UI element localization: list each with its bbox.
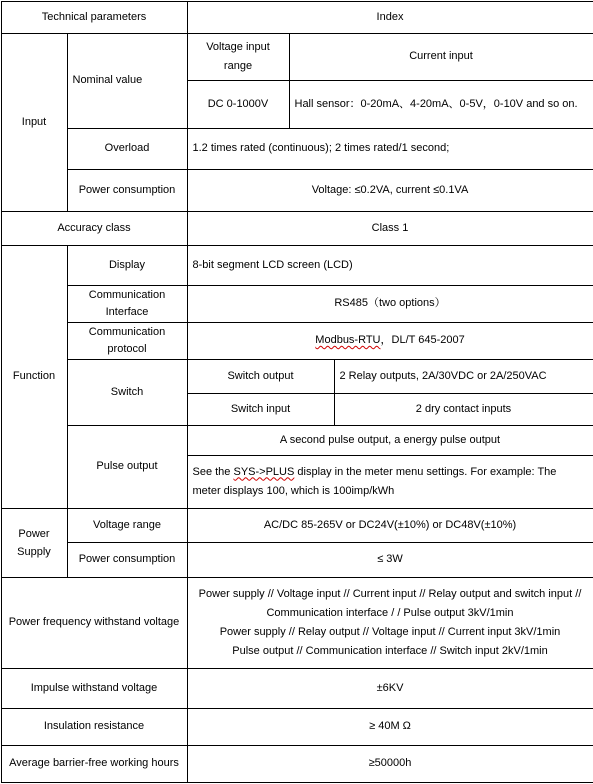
impulse-label: Impulse withstand voltage [1, 668, 187, 708]
switch-output-value: 2 Relay outputs, 2A/30VDC or 2A/250VAC [334, 359, 593, 393]
nominal-value-label: Nominal value [67, 33, 187, 128]
switch-label: Switch [67, 359, 187, 425]
display-label: Display [67, 245, 187, 285]
pulse-output-label: Pulse output [67, 425, 187, 508]
withstand-line: Pulse output // Communication interface // Switch input 2kV/1min [193, 642, 588, 661]
supply-consumption-value: ≤ 3W [187, 542, 593, 577]
function-group-label: Function [1, 245, 67, 508]
table-row [1, 708, 593, 745]
table-row [1, 128, 593, 169]
power-supply-group-label: Power Supply [1, 508, 67, 577]
comm-protocol-label: Communication protocol [67, 322, 187, 359]
table-row [1, 425, 593, 455]
withstand-line: Communication interface / / Pulse output 3kV/1min [193, 604, 588, 623]
insulation-value: ≥ 40M Ω [187, 708, 593, 745]
pulse-output-value-1: A second pulse output, a energy pulse output [187, 425, 593, 455]
supply-consumption-label: Power consumption [67, 542, 187, 577]
voltage-range-label: Voltage input range [187, 33, 289, 80]
table-row [1, 542, 593, 577]
overload-label: Overload [67, 128, 187, 169]
comm-protocol-modbus: Modbus-RTU [315, 334, 380, 346]
current-input-value: Hall sensor：0-20mA、4-20mA、0-5V，0-10V and so on. [289, 80, 593, 128]
table-row [1, 668, 593, 708]
withstand-line: Power supply // Voltage input // Current input // Relay output and switch input // [193, 585, 588, 604]
overload-value: 1.2 times rated (continuous); 2 times rated/1 second; [187, 128, 593, 169]
table-row [1, 359, 593, 393]
current-input-label: Current input [289, 33, 593, 80]
pulse-output-value-2 [187, 455, 593, 508]
voltage-range-value: DC 0-1000V [187, 80, 289, 128]
input-group-label: Input [1, 33, 67, 211]
table-row [1, 33, 593, 80]
insulation-label: Insulation resistance [1, 708, 187, 745]
accuracy-label: Accuracy class [1, 211, 187, 245]
table-row [1, 245, 593, 285]
display-value: 8-bit segment LCD screen (LCD) [187, 245, 593, 285]
header-index: Index [187, 1, 593, 33]
table-row [1, 169, 593, 211]
power-consumption-value: Voltage: ≤0.2VA, current ≤0.1VA [187, 169, 593, 211]
comm-protocol-value [187, 322, 593, 359]
header-param: Technical parameters [1, 1, 187, 33]
table-row [1, 508, 593, 542]
withstand-line: Power supply // Relay output // Voltage input // Current input 3kV/1min [193, 623, 588, 642]
pulse-text-a: See the [193, 466, 234, 478]
switch-input-value: 2 dry contact inputs [334, 393, 593, 425]
pulse-text-c: display in the meter menu settings. For example: The meter displays 100, which is 100imp/kWh [193, 466, 557, 497]
mtbf-value: ≥50000h [187, 745, 593, 782]
table-row [1, 745, 593, 782]
accuracy-value: Class 1 [187, 211, 593, 245]
header-row [1, 1, 593, 33]
table-row [1, 577, 593, 668]
supply-voltage-value: AC/DC 85-265V or DC24V(±10%) or DC48V(±10%) [187, 508, 593, 542]
withstand-value [187, 577, 593, 668]
comm-interface-label: Communication Interface [67, 285, 187, 322]
supply-voltage-label: Voltage range [67, 508, 187, 542]
withstand-label: Power frequency withstand voltage [1, 577, 187, 668]
impulse-value: ±6KV [187, 668, 593, 708]
comm-interface-value: RS485（two options） [187, 285, 593, 322]
spec-table [1, 1, 593, 783]
table-row [1, 322, 593, 359]
comm-protocol-dlt: ，DL/T 645-2007 [381, 334, 465, 346]
power-consumption-label: Power consumption [67, 169, 187, 211]
table-row [1, 285, 593, 322]
pulse-text-sys-plus: SYS->PLUS [233, 466, 294, 478]
switch-output-label: Switch output [187, 359, 334, 393]
switch-input-label: Switch input [187, 393, 334, 425]
table-row [1, 211, 593, 245]
mtbf-label: Average barrier-free working hours [1, 745, 187, 782]
